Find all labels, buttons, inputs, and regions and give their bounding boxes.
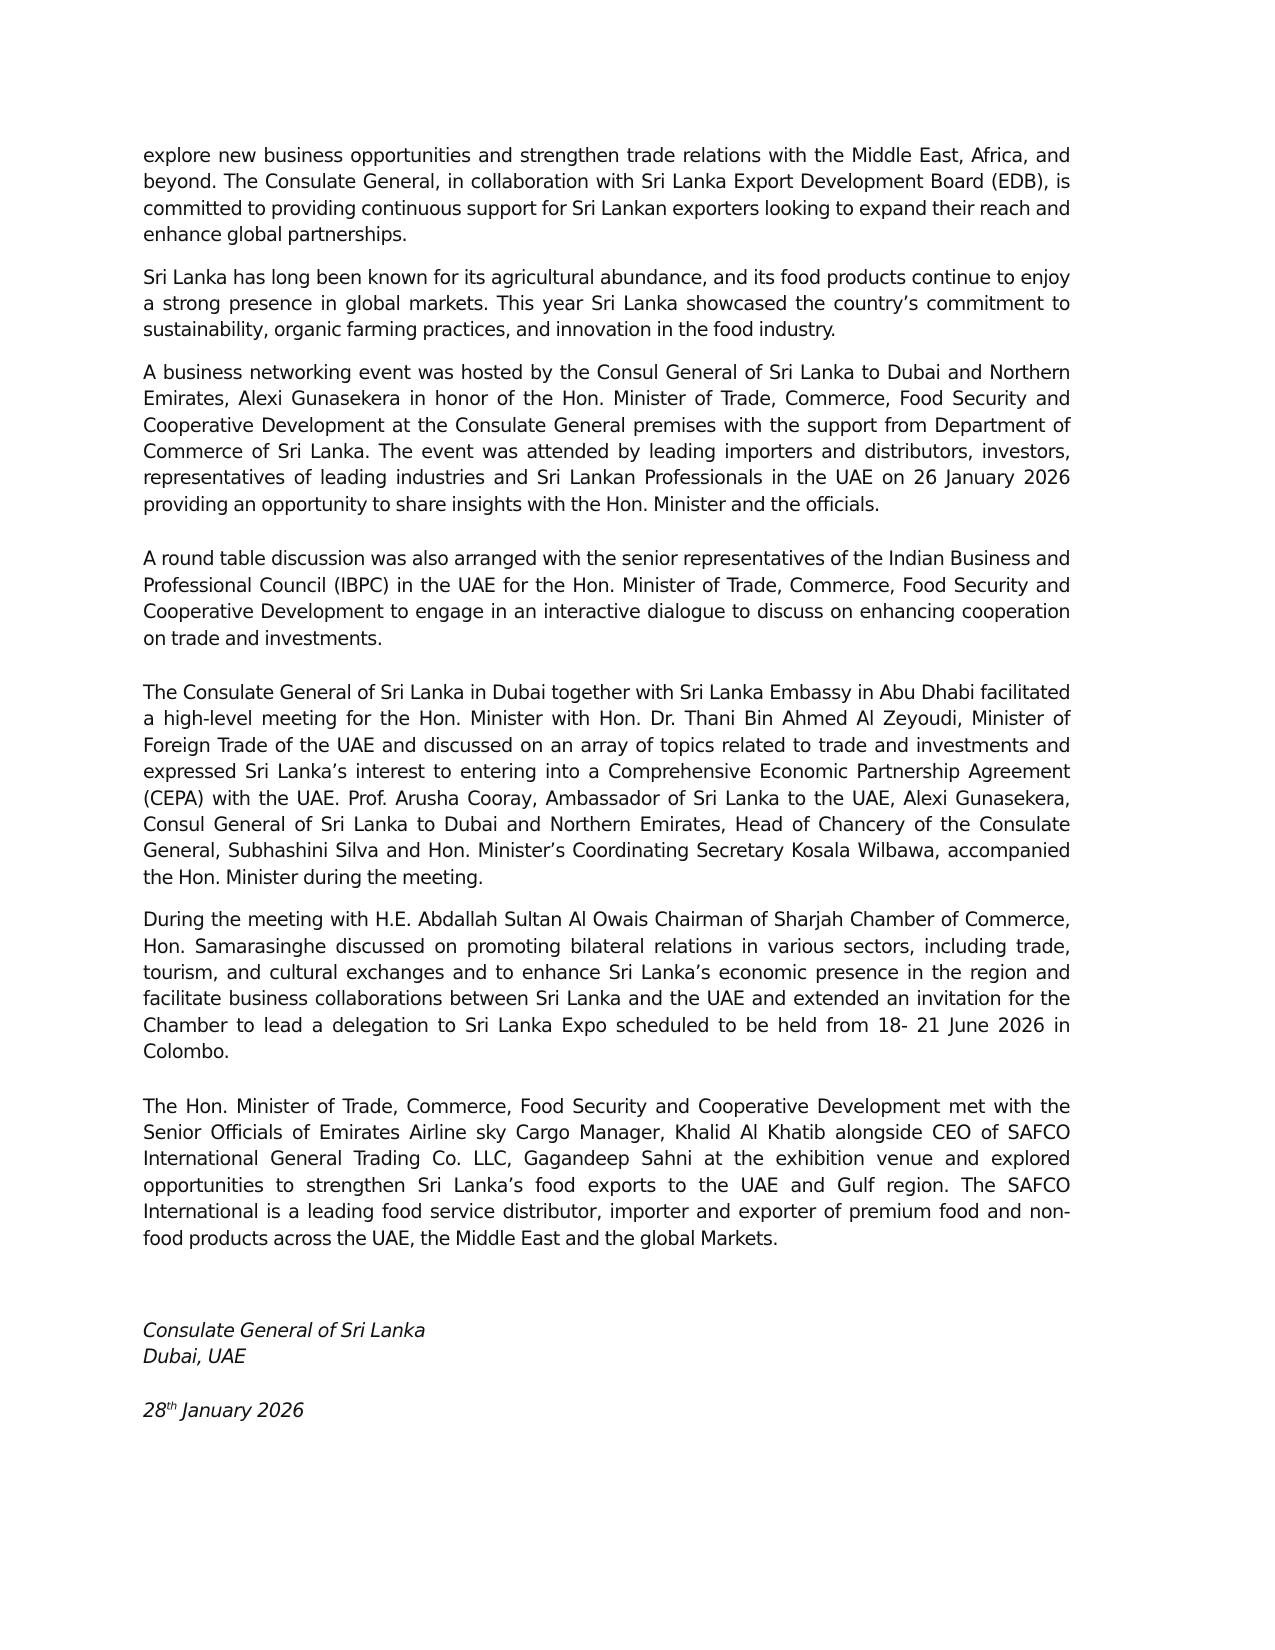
paragraph-agriculture: Sri Lanka has long been known for its agricultural abundance, and its food products continue to enjoy a strong presence in global markets. This year Sri Lanka showcased the country’s commitment to sustainability, organic farming practices, and innovation in the food industry. — [143, 265, 1070, 342]
paragraph-sharjah-chamber: During the meeting with H.E. Abdallah Sultan Al Owais Chairman of Sharjah Chamber of Commerce, Hon. Samarasinghe discussed on promoting bilateral relations in various sectors, including trade, tourism, and cultural exchanges and to enhance Sri Lanka’s economic presence in the region and facilitate business collaborations between Sri Lanka and the UAE and extended an invitation for the Chamber to lead a delegation to Sri Lanka Expo scheduled to be held from 18- 21 June 2026 in Colombo. — [143, 908, 1070, 1064]
document-body — [143, 143, 1070, 1252]
date-day: 28 — [143, 1399, 167, 1422]
date-ordinal-suffix: th — [166, 1399, 177, 1413]
paragraph-high-level-meeting: The Consulate General of Sri Lanka in Dubai together with Sri Lanka Embassy in Abu Dhabi facilitated a high-level meeting for the Hon. Minister with Hon. Dr. Thani Bin Ahmed Al Zeyoudi, Minister of Foreign Trade of the UAE and discussed on an array of topics related to trade and investments and expressed Sri Lanka’s interest to entering into a Comprehensive Economic Partnership Agreement (CEPA) with the UAE. Prof. Arusha Cooray, Ambassador of Sri Lanka to the UAE, Alexi Gunasekera, Consul General of Sri Lanka to Dubai and Northern Emirates, Head of Chancery of the Consulate General, Subhashini Silva and Hon. Minister’s Coordinating Secretary Kosala Wilbawa, accompanied the Hon. Minister during the meeting. — [143, 680, 1070, 889]
document-date — [143, 1398, 304, 1424]
date-month-year: January 2026 — [176, 1399, 304, 1422]
signature-location: Dubai, UAE — [143, 1345, 246, 1369]
paragraph-intro: explore new business opportunities and strengthen trade relations with the Middle East, Africa, and beyond. The Consulate General, in collaboration with Sri Lanka Export Development Board (EDB), is committed to providing continuous support for Sri Lankan exporters looking to expand their reach and enhance global partnerships. — [143, 144, 1070, 247]
paragraph-emirates-safco: The Hon. Minister of Trade, Commerce, Food Security and Cooperative Development met with the Senior Officials of Emirates Airline sky Cargo Manager, Khalid Al Khatib alongside CEO of SAFCO International General Trading Co. LLC, Gagandeep Sahni at the exhibition venue and explored opportunities to strengthen Sri Lanka’s food exports to the UAE and Gulf region. The SAFCO International is a leading food service distributor, importer and exporter of premium food and non-food products across the UAE, the Middle East and the global Markets. — [143, 1094, 1070, 1250]
signature-organization: Consulate General of Sri Lanka — [143, 1319, 426, 1342]
paragraph-round-table: A round table discussion was also arranged with the senior representatives of the Indian Business and Professional Council (IBPC) in the UAE for the Hon. Minister of Trade, Commerce, Food Security and Cooperative Development to engage in an interactive dialogue to discuss on enhancing cooperation on trade and investments. — [143, 547, 1070, 650]
paragraph-networking-event: A business networking event was hosted by the Consul General of Sri Lanka to Dubai and Northern Emirates, Alexi Gunasekera in honor of the Hon. Minister of Trade, Commerce, Food Security and Cooperative Development at the Consulate General premises with the support from Department of Commerce of Sri Lanka. The event was attended by leading importers and distributors, investors, representatives of leading industries and Sri Lankan Professionals in the UAE on 26 January 2026 providing an opportunity to share insights with the Hon. Minister and the officials. — [143, 360, 1070, 516]
signature-block — [143, 1318, 425, 1371]
